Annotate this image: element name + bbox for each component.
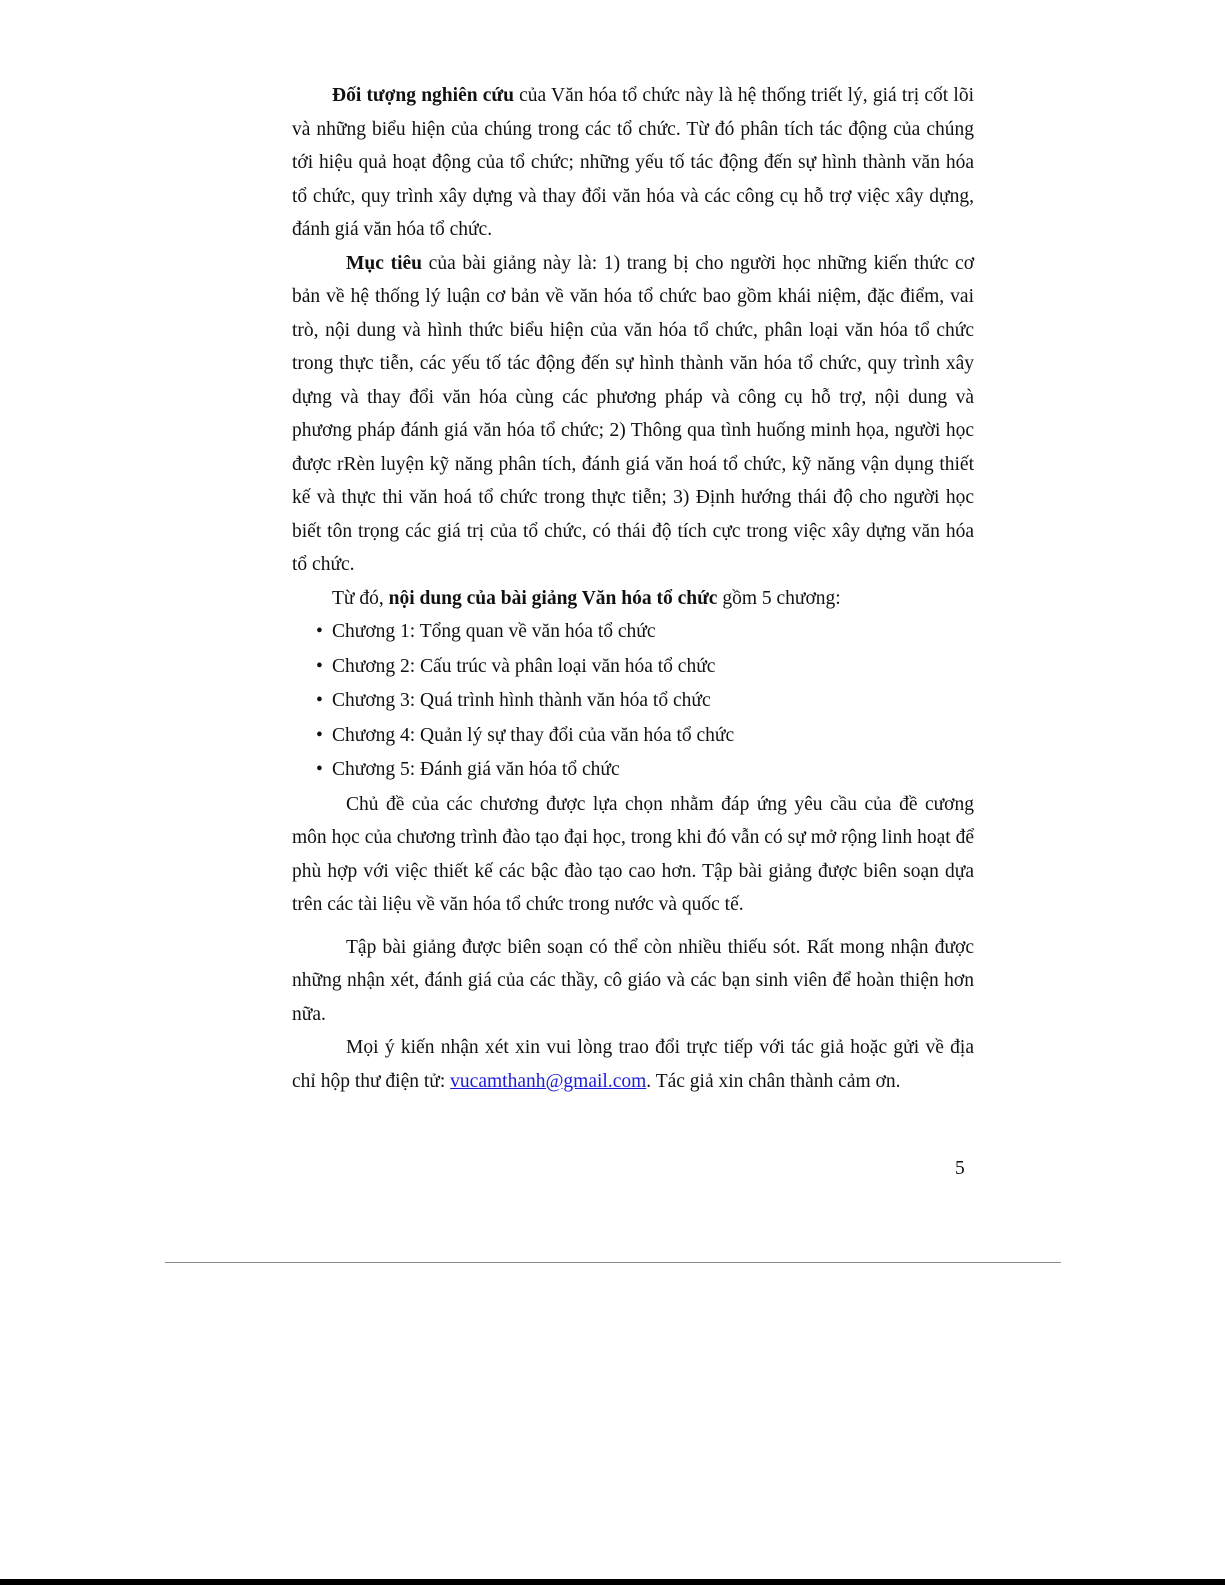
page-number: 5: [955, 1158, 965, 1179]
bullet-icon: •: [316, 759, 323, 780]
email-link[interactable]: vucamthanh@gmail.com: [450, 1070, 647, 1092]
feedback-paragraph: Tập bài giảng được biên soạn có thể còn nhiều thiếu sót. Rất mong nhận được những nhận xét, đánh giá của các thầy, cô giáo và các bạn sinh viên để hoàn thiện hơn nữa.: [292, 936, 974, 1025]
list-item: [316, 615, 974, 650]
contact-prefix: Mọi ý kiến nhận xét xin vui lòng trao đổi trực tiếp với tác giả hoặc gửi về địa chỉ hộp thư điện tử:: [292, 1037, 974, 1092]
bullet-icon: •: [316, 621, 323, 642]
goals-paragraph: [292, 247, 974, 582]
viewer-bottom-edge: [0, 1579, 1225, 1585]
chapter-title: Chương 5: Đánh giá văn hóa tổ chức: [332, 759, 620, 780]
chapter-title: Chương 2: Cấu trúc và phân loại văn hóa tổ chức: [332, 655, 716, 677]
chapter-list: [292, 615, 974, 788]
research-subject-text: của Văn hóa tổ chức này là hệ thống triết lý, giá trị cốt lõi và những biểu hiện của chúng trong các tổ chức. Từ đó phân tích tác động của chúng tới hiệu quả hoạt động của tổ chức; những yếu tố tác động đến sự hình thành văn hóa tổ chức, quy trình xây dựng và thay đổi văn hóa và các công cụ hỗ trợ việc xây dựng, đánh giá văn hóa tổ chức.: [292, 85, 974, 240]
chapter-title: Chương 1: Tổng quan về văn hóa tổ chức: [332, 621, 656, 642]
content-intro-prefix: Từ đó,: [332, 587, 389, 609]
page-body: [292, 79, 974, 1098]
list-item: [316, 753, 974, 788]
chapter-title: Chương 3: Quá trình hình thành văn hóa tổ chức: [332, 690, 711, 711]
list-item: [316, 719, 974, 754]
goals-text: của bài giảng này là: 1) trang bị cho người học những kiến thức cơ bản về hệ thống lý luận cơ bản về văn hóa tổ chức bao gồm khái niệm, đặc điểm, vai trò, nội dung và hình thức biểu hiện của văn hóa tổ chức, phân loại văn hóa tổ chức trong thực tiễn, các yếu tố tác động đến sự hình thành văn hóa tổ chức, quy trình xây dựng và thay đổi văn hóa cùng các phương pháp và công cụ hỗ trợ, nội dung và phương pháp đánh giá văn hóa tổ chức; 2) Thông qua tình huống minh họa, người học được rRèn luyện kỹ năng phân tích, đánh giá văn hoá tổ chức, kỹ năng vận dụng thiết kế và thực thi văn hoá tổ chức trong thực tiễn; 3) Định hướng thái độ cho người học biết tôn trọng các giá trị của tổ chức, có thái độ tích cực trong việc xây dựng văn hóa tổ chức.: [292, 252, 975, 575]
bullet-icon: •: [316, 655, 323, 677]
content-intro-label: nội dung của bài giảng Văn hóa tổ chức: [388, 587, 718, 609]
topics-paragraph: Chủ đề của các chương được lựa chọn nhằm đáp ứng yêu cầu của đề cương môn học của chương trình đào tạo đại học, trong khi đó vẫn có sự mở rộng linh hoạt để phù hợp với việc thiết kế các bậc đào tạo cao hơn. Tập bài giảng được biên soạn dựa trên các tài liệu về văn hóa tổ chức trong nước và quốc tế.: [292, 793, 974, 915]
page-divider: [165, 1262, 1061, 1263]
goals-label: Mục tiêu: [346, 252, 422, 274]
research-subject-paragraph: [292, 79, 974, 247]
bullet-icon: •: [316, 724, 323, 746]
content-intro-paragraph: [292, 582, 974, 616]
list-item: [316, 684, 974, 719]
list-item: [316, 650, 974, 685]
contact-suffix: . Tác giả xin chân thành cảm ơn.: [646, 1070, 901, 1092]
chapter-title: Chương 4: Quản lý sự thay đổi của văn hóa tổ chức: [332, 724, 735, 746]
research-subject-label: Đối tượng nghiên cứu: [332, 85, 514, 106]
bullet-icon: •: [316, 690, 323, 711]
content-intro-suffix: gồm 5 chương:: [717, 587, 841, 609]
contact-paragraph: [292, 1031, 974, 1098]
